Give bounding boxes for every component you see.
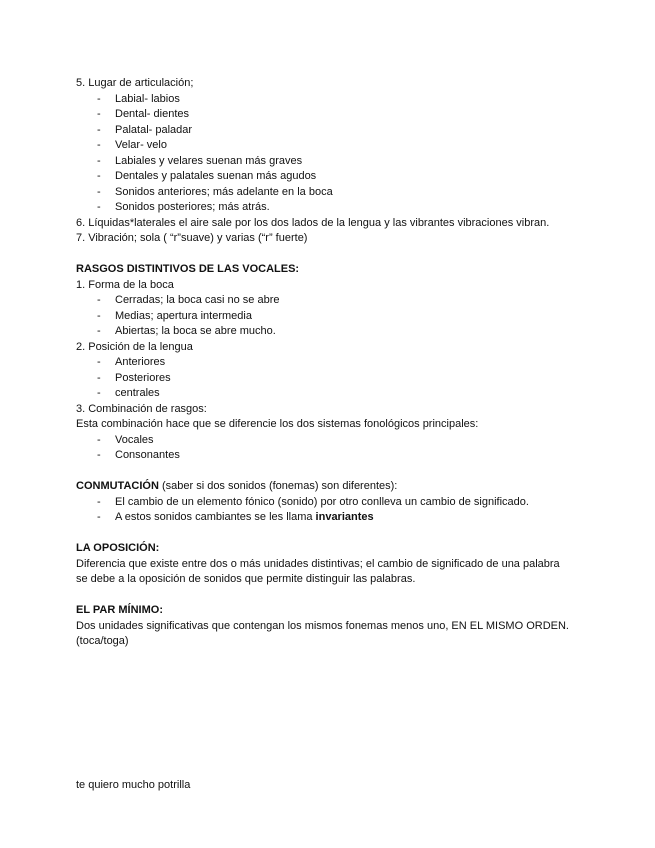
list-item: - Abiertas; la boca se abre mucho.: [76, 324, 571, 340]
vocales-heading: RASGOS DISTINTIVOS DE LAS VOCALES:: [76, 263, 300, 275]
document-content: [76, 76, 571, 650]
vibracion-paragraph: 7. Vibración; sola ( “r”suave) y varias (“r” fuerte): [76, 232, 308, 244]
liquidas-paragraph: 6. Líquidas*laterales el aire sale por los dos lados de la lengua y las vibrantes vibraciones vibran.: [76, 216, 550, 229]
list-item: - Vocales: [76, 433, 571, 449]
list-item: - Sonidos posteriores; más atrás.: [76, 200, 571, 216]
list-item: - Labial- labios: [76, 92, 571, 108]
list-item: [76, 510, 571, 526]
conmutacion-title: [76, 479, 571, 495]
list-item: - Anteriores: [76, 355, 571, 371]
list-item: - centrales: [76, 386, 571, 402]
oposicion-paragraph: Diferencia que existe entre dos o más unidades distintivas; el cambio de significado de una palabra se debe a la oposición de sonidos que permite distinguir las palabras.: [76, 557, 560, 585]
articulacion-title: 5. Lugar de articulación;: [76, 77, 194, 89]
list-item: - Posteriores: [76, 371, 571, 387]
list-item: - Dentales y palatales suenan más agudos: [76, 169, 571, 185]
list-item: - Medias; apertura intermedia: [76, 309, 571, 325]
conmutacion-list: [76, 495, 571, 526]
conmutacion-heading: CONMUTACIÓN: [76, 480, 159, 492]
list-item: - Sonidos anteriores; más adelante en la boca: [76, 185, 571, 201]
invariantes-term: invariantes: [315, 511, 374, 523]
conmutacion-subtitle: (saber si dos sonidos (fonemas) son diferentes):: [158, 480, 398, 492]
combinacion-title: 3. Combinación de rasgos:: [76, 402, 207, 415]
forma-list: [76, 293, 571, 340]
list-item: - Velar- velo: [76, 138, 571, 154]
list-item: - Palatal- paladar: [76, 123, 571, 139]
oposicion-heading: LA OPOSICIÓN:: [76, 542, 160, 554]
list-item: - Cerradas; la boca casi no se abre: [76, 293, 571, 309]
articulacion-list: [76, 92, 571, 216]
par-minimo-heading: EL PAR MÍNIMO:: [76, 604, 163, 616]
list-item: - Labiales y velares suenan más graves: [76, 154, 571, 170]
combinacion-list: [76, 433, 571, 464]
posicion-list: [76, 355, 571, 402]
invariantes-text: A estos sonidos cambiantes se les llama: [115, 511, 316, 523]
list-item: - El cambio de un elemento fónico (sonido) por otro conlleva un cambio de significado.: [76, 495, 571, 511]
combinacion-text: Esta combinación hace que se diferencie los dos sistemas fonológicos principales:: [76, 418, 479, 430]
forma-title: 1. Forma de la boca: [76, 278, 174, 291]
list-item: - Dental- dientes: [76, 107, 571, 123]
footer-note: te quiero mucho potrilla: [76, 779, 191, 791]
par-minimo-paragraph: Dos unidades significativas que contengan los mismos fonemas menos uno, EN EL MISMO ORDEN. (toca/toga): [76, 619, 569, 647]
list-item: - Consonantes: [76, 448, 571, 464]
posicion-title: 2. Posición de la lengua: [76, 340, 193, 353]
